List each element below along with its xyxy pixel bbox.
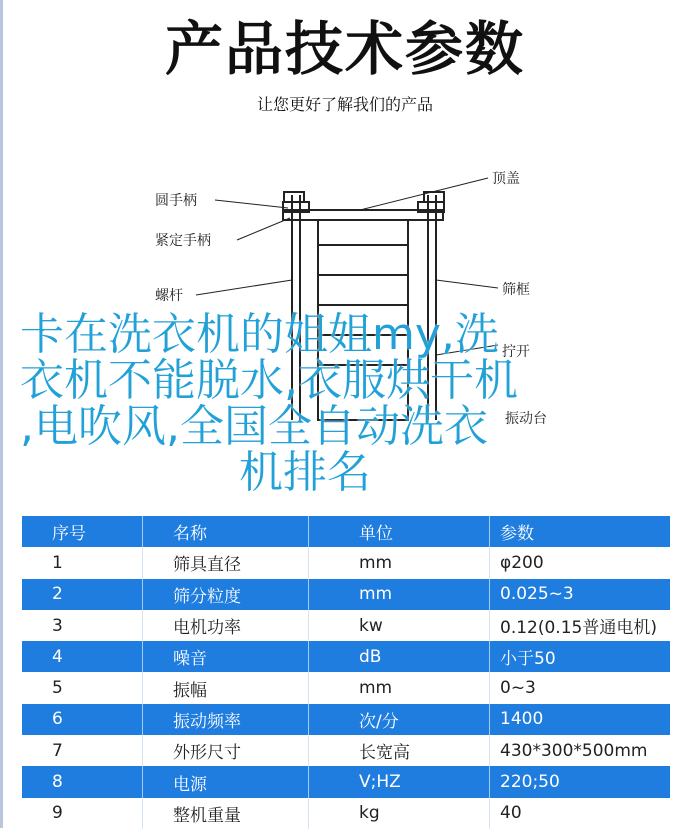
table-header-row [22,516,670,547]
cell-name: 电源 [143,766,309,797]
header-unit: 单位 [309,516,490,547]
label-screw: 螺杆 [155,288,183,304]
cell-param: φ200 [490,547,671,578]
page-subtitle: 让您更好了解我们的产品 [256,95,433,114]
cell-name: 振动频率 [143,704,309,735]
leader-round-handle [215,200,288,208]
label-vibrate-bottom: 振动台 [505,411,547,427]
cell-index: 3 [22,610,143,641]
overlay-headline [20,309,680,498]
table-row [22,610,670,641]
cell-unit: kg [309,798,490,829]
table-row [22,672,670,703]
table-row [22,798,670,829]
overlay-line-3: ,电吹风,全国全自动洗衣 [20,401,488,452]
cell-unit: dB [309,641,490,672]
table-row [22,579,670,610]
cell-param: 0~3 [490,672,671,703]
cell-param: 1400 [490,704,671,735]
cell-index: 8 [22,766,143,797]
cell-param: 0.025~3 [490,579,671,610]
cell-param: 430*300*500mm [490,735,671,766]
cell-param: 小于50 [490,641,671,672]
table-row [22,547,670,578]
cell-unit: mm [309,672,490,703]
label-tight-handle: 紧定手柄 [155,233,211,249]
cell-name: 筛具直径 [143,547,309,578]
cell-name: 噪音 [143,641,309,672]
overlay-line-4: 机排名 [239,447,371,498]
header-index: 序号 [22,516,143,547]
leader-tight-handle [237,218,290,240]
label-sieve-frame: 筛框 [502,282,530,298]
leader-top-cover [360,178,488,210]
table-row [22,735,670,766]
cell-index: 2 [22,579,143,610]
overlay-line-1: 卡在洗衣机的姐姐my,洗 [20,309,499,360]
cell-unit: 次/分 [309,704,490,735]
cell-unit: 长宽高 [309,735,490,766]
cell-param: 40 [490,798,671,829]
table-row [22,641,670,672]
cell-unit: V;HZ [309,766,490,797]
label-spacer: 拧开 [502,344,530,360]
cell-unit: mm [309,547,490,578]
table-row [22,704,670,735]
cell-index: 5 [22,672,143,703]
page-title: 产品技术参数 [164,15,525,83]
cell-name: 电机功率 [143,610,309,641]
overlay-line-2: 衣机不能脱水,衣服烘干机 [20,355,518,406]
cell-name: 筛分粒度 [143,579,309,610]
label-round-handle: 圆手柄 [155,193,197,209]
cell-index: 6 [22,704,143,735]
cell-name: 振幅 [143,672,309,703]
cell-index: 1 [22,547,143,578]
cell-name: 整机重量 [143,798,309,829]
cell-name: 外形尺寸 [143,735,309,766]
cell-param: 0.12(0.15普通电机) [490,610,671,641]
leader-screw [196,280,292,295]
leader-sieve-frame [436,280,498,288]
label-top-cover: 顶盖 [492,171,520,187]
cell-param: 220;50 [490,766,671,797]
header-name: 名称 [143,516,309,547]
cell-index: 7 [22,735,143,766]
cell-index: 9 [22,798,143,829]
cell-index: 4 [22,641,143,672]
header-param: 参数 [490,516,671,547]
cell-unit: mm [309,579,490,610]
cell-unit: kw [309,610,490,641]
spec-table [22,516,670,829]
table-row [22,766,670,797]
